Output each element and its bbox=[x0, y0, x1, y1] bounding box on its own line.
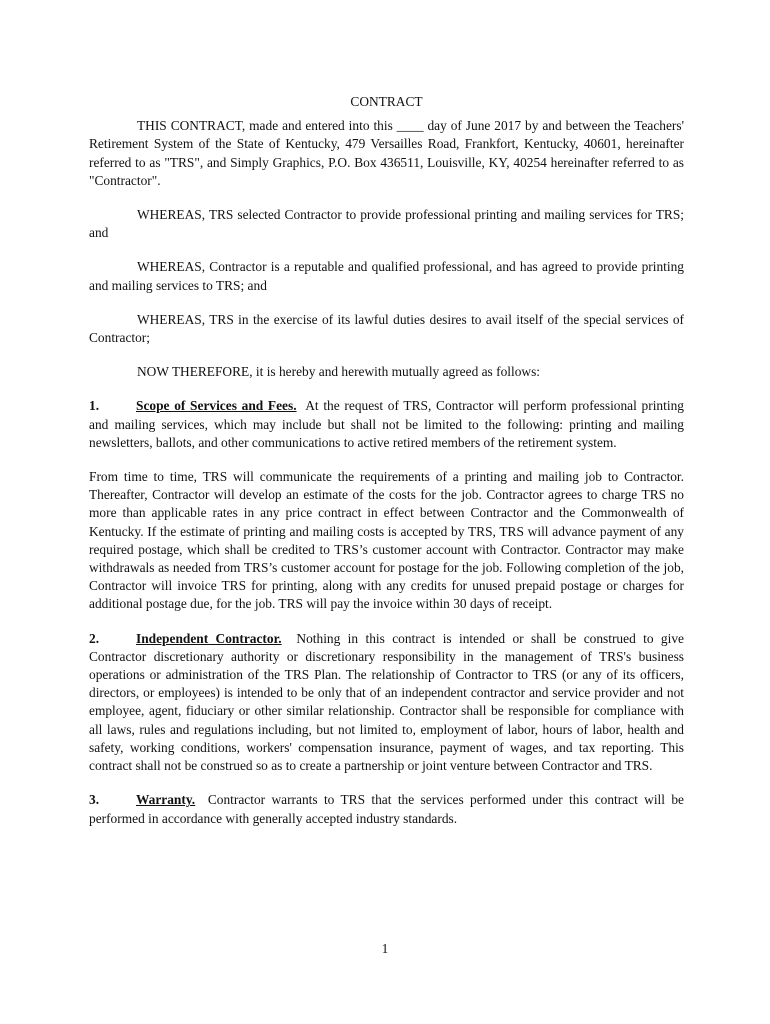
section-1-number: 1. bbox=[89, 398, 100, 414]
section-1-heading: Scope of Services and Fees. bbox=[136, 398, 297, 414]
section-1-extra-paragraph: From time to time, TRS will communicate the requirements of a printing and mailing job to Contractor. Thereafter, Contractor will develop an estimate of the costs for the job. Contractor agrees to charge TRS no more than applicable rates in any price contract in effect between Contractor and the Commonwealth of Kentucky. If the estimate of printing and mailing costs is accepted by TRS, TRS will advance payment of any required postage, which shall be credited to TRS’s customer account with Contractor. Contractor may make withdrawals as needed from TRS’s customer account for postage for the job. Following completion of the job, Contractor will invoice TRS for printing, along with any credits for unused prepaid postage or charges for additional postage due, for the job. TRS will pay the invoice within 30 days of receipt. bbox=[89, 469, 684, 612]
section-3-heading: Warranty. bbox=[136, 792, 196, 808]
whereas-paragraph-1: WHEREAS, TRS selected Contractor to provide professional printing and mailing services for TRS; and bbox=[89, 207, 684, 241]
section-3-body: Contractor warrants to TRS that the services performed under this contract will be performed in accordance with generally accepted industry standards. bbox=[89, 792, 684, 826]
now-therefore-paragraph: NOW THEREFORE, it is hereby and herewith mutually agreed as follows: bbox=[137, 364, 541, 380]
whereas-paragraph-2: WHEREAS, Contractor is a reputable and qualified professional, and has agreed to provide printing and mailing services to TRS; and bbox=[89, 259, 684, 293]
section-2-number: 2. bbox=[89, 630, 100, 646]
preamble-paragraph: THIS CONTRACT, made and entered into this ____ day of June 2017 by and between the Teachers' Retirement System of the State of Kentucky, 479 Versailles Road, Frankfort, Kentucky, 40601, hereinafter referred to as "TRS", and Simply Graphics, P.O. Box 436511, Louisville, KY, 40254 hereinafter referred to as "Contractor". bbox=[89, 118, 684, 188]
section-1-body: At the request of TRS, Contractor will perform professional printing and mailing services, which may include but shall not be limited to the following: printing and mailing newsletters, ballots, and other communications to active retired members of the retirement system. bbox=[89, 398, 684, 450]
document-page bbox=[89, 93, 684, 844]
whereas-paragraph-3: WHEREAS, TRS in the exercise of its lawful duties desires to avail itself of the special services of Contractor; bbox=[89, 311, 684, 346]
section-2-heading: Independent Contractor. bbox=[136, 630, 282, 646]
section-1-paragraph bbox=[89, 397, 684, 452]
section-2-paragraph bbox=[89, 630, 684, 776]
document-title: CONTRACT bbox=[350, 94, 423, 109]
section-3-number: 3. bbox=[89, 792, 100, 808]
section-2-body: Nothing in this contract is intended or shall be construed to give Contractor discretionary authority or discretionary responsibility in the management of TRS's business operations or administration of the TRS Plan. The relationship of Contractor to TRS (or any of its officers, directors, or employees) is intended to be only that of an independent contractor and service provider and not employee, agent, fiduciary or other similar relationship. Contractor shall be responsible for compliance with all laws, rules and regulations including, but not limited to, employment of labor, hours of labor, health and safety, working conditions, workers' compensation insurance, payment of wages, and tax reporting. This contract shall not be construed so as to create a partnership or joint venture between Contractor and TRS. bbox=[89, 630, 684, 774]
page-number: 1 bbox=[381, 941, 389, 956]
section-3-paragraph bbox=[89, 791, 684, 827]
